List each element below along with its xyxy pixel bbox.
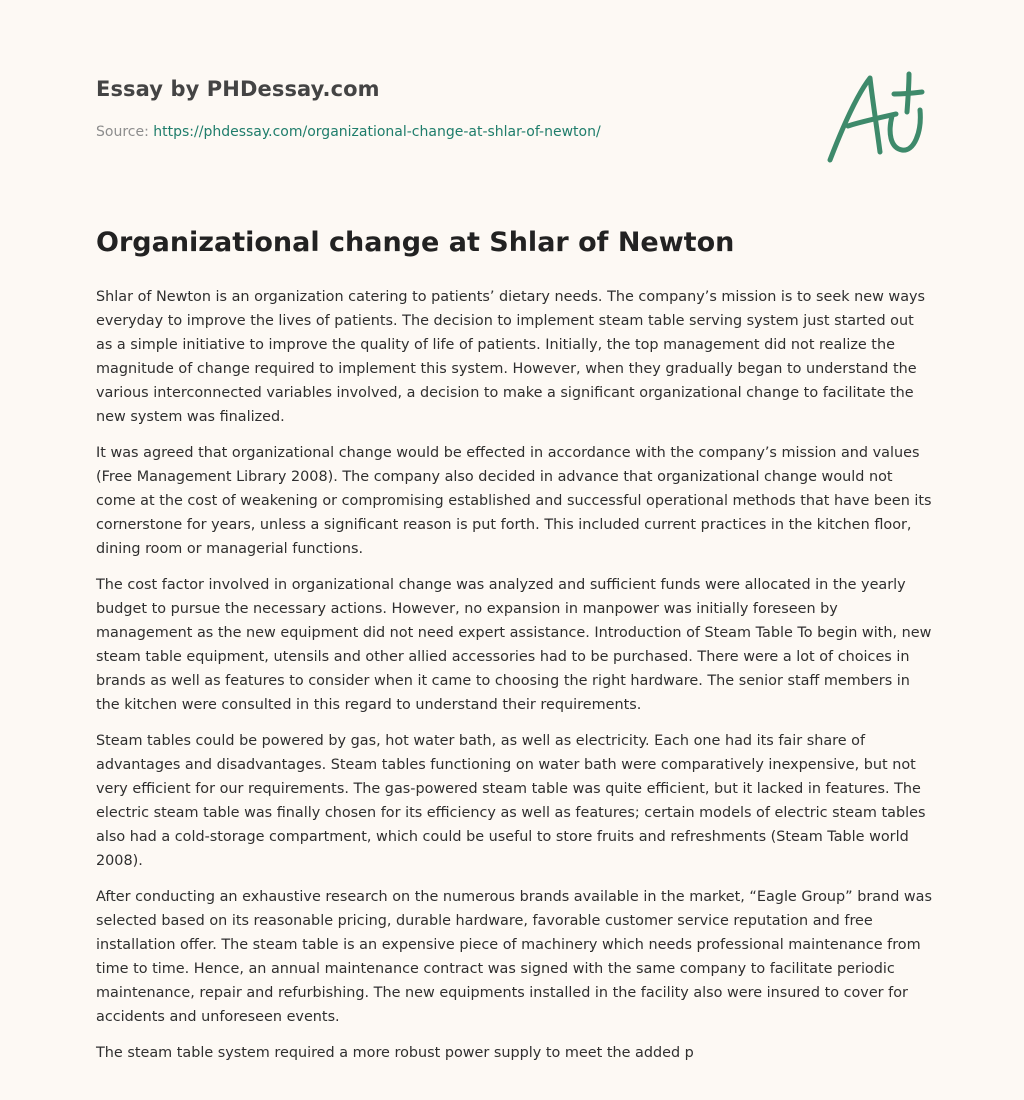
site-title: Essay by PHDessay.com <box>96 77 380 101</box>
essay-paragraph: Steam tables could be powered by gas, hot water bath, as well as electricity. Each one had its fair share of advantages and disadvantages. Steam tables functioning on water bath were comparatively inexpensive, but not very efficient for our requirements. The gas-powered steam table was quite efficient, but it lacked in features. The electric steam table was finally chosen for its efficiency as well as features; certain models of electric steam tables also had a cold-storage compartment, which could be useful to store fruits and refreshments (Steam Table world 2008). <box>96 733 926 869</box>
source-line <box>96 124 601 140</box>
source-link[interactable]: https://phdessay.com/organizational-change-at-shlar-of-newton/ <box>153 124 601 140</box>
essay-paragraph: Shlar of Newton is an organization catering to patients’ dietary needs. The company’s mission is to seek new ways everyday to improve the lives of patients. The decision to implement steam table serving system just started out as a simple initiative to improve the quality of life of patients. Initially, the top management did not realize the magnitude of change required to implement this system. However, when they gradually began to understand the various interconnected variables involved, a decision to make a significant organizational change to facilitate the new system was finalized. <box>96 289 926 425</box>
essay-page <box>96 0 932 1100</box>
a-plus-grade-icon <box>826 66 930 166</box>
source-label: Source: <box>96 124 149 140</box>
essay-body <box>96 285 932 1077</box>
essay-paragraph: After conducting an exhaustive research on the numerous brands available in the market, “Eagle Group” brand was selected based on its reasonable pricing, durable hardware, favorable customer service reputation and free installation offer. The steam table is an expensive piece of machinery which needs professional maintenance from time to time. Hence, an annual maintenance contract was signed with the same company to facilitate periodic maintenance, repair and refurbishing. The new equipments installed in the facility also were insured to cover for accidents and unforeseen events. <box>96 889 932 1025</box>
essay-paragraph: The steam table system required a more robust power supply to meet the added p <box>96 1045 694 1061</box>
essay-paragraph: The cost factor involved in organizational change was analyzed and sufficient funds were allocated in the yearly budget to pursue the necessary actions. However, no expansion in manpower was initially foreseen by management as the new equipment did not need expert assistance. Introduction of Steam Table To begin with, new steam table equipment, utensils and other allied accessories had to be purchased. There were a lot of choices in brands as well as features to consider when it came to choosing the right hardware. The senior staff members in the kitchen were consulted in this regard to understand their requirements. <box>96 577 932 713</box>
essay-paragraph: It was agreed that organizational change would be effected in accordance with the company’s mission and values (Free Management Library 2008). The company also decided in advance that organizational change would not come at the cost of weakening or compromising established and successful operational methods that have been its cornerstone for years, unless a significant reason is put forth. This included current practices in the kitchen floor, dining room or managerial functions. <box>96 445 932 557</box>
essay-title: Organizational change at Shlar of Newton <box>96 227 735 258</box>
